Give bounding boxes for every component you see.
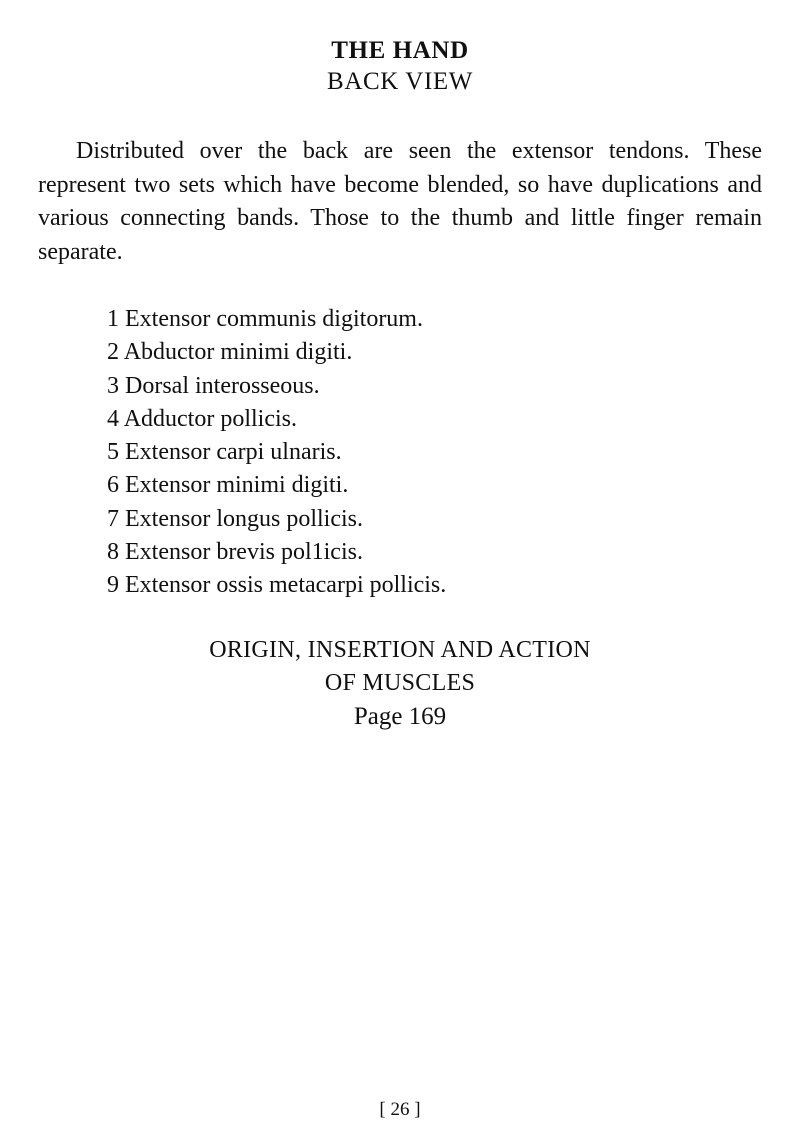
page-subtitle: BACK VIEW	[327, 68, 473, 95]
list-item-number: 7	[107, 505, 119, 532]
list-item-number: 5	[107, 439, 119, 466]
muscle-list	[107, 303, 707, 603]
list-item	[107, 336, 707, 369]
list-item	[107, 569, 707, 602]
list-item-label: Extensor ossis metacarpi pollicis.	[125, 572, 447, 599]
section-heading	[38, 634, 762, 734]
list-item-number: 8	[107, 539, 119, 566]
list-item-number: 6	[107, 472, 119, 499]
list-item-label: Extensor communis digitorum.	[125, 306, 423, 332]
list-item-label: Extensor minimi digiti.	[125, 472, 349, 499]
list-item	[107, 503, 707, 536]
list-item	[107, 536, 707, 569]
list-item-label: Adductor pollicis.	[123, 405, 297, 432]
list-item-number: 1	[107, 306, 119, 332]
list-item-number: 9	[107, 572, 119, 599]
section-heading-line-2: OF MUSCLES	[324, 670, 476, 696]
list-item-label: Extensor carpi ulnaris.	[125, 439, 342, 466]
list-item-number: 4	[107, 405, 119, 432]
list-item	[107, 403, 707, 436]
list-item	[107, 469, 707, 502]
list-item-number: 2	[107, 339, 119, 366]
list-item	[107, 436, 707, 469]
page-title: THE HAND	[331, 37, 469, 64]
list-item	[107, 370, 707, 403]
list-item-number: 3	[107, 372, 119, 399]
section-page-reference: Page 169	[353, 703, 447, 730]
list-item	[107, 303, 707, 336]
section-heading-line-1: ORIGIN, INSERTION AND ACTION	[209, 637, 591, 663]
page-number-footer: [ 26 ]	[379, 1099, 421, 1120]
page-heading	[38, 36, 762, 97]
list-item-label: Extensor longus pollicis.	[125, 505, 363, 532]
body-paragraph: Distributed over the back are seen the extensor tendons. These represent two sets which have become blended, so have duplications and various connecting bands. Those to the thumb and little finger remain separate.	[38, 138, 762, 265]
list-item-label: Extensor brevis pol1icis.	[125, 539, 363, 566]
list-item-label: Dorsal interosseous.	[125, 372, 320, 399]
list-item-label: Abductor minimi digiti.	[123, 339, 353, 366]
